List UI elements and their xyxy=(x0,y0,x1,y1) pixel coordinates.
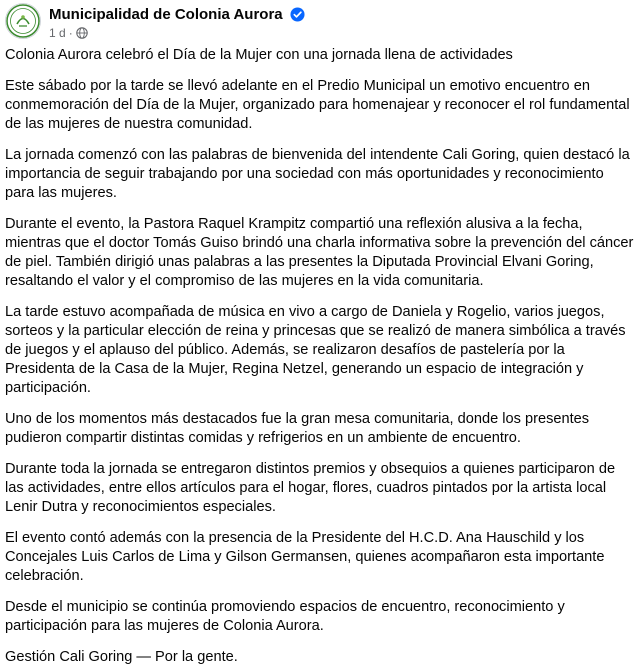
municipality-logo-icon xyxy=(6,4,40,38)
post-paragraph: El evento contó además con la presencia de la Presidente del H.C.D. Ana Hauschild y los Concejales Luis Carlos de Lima y Gilson Germansen, quienes acompañaron esta importante celebración. xyxy=(5,530,605,584)
separator-dot: · xyxy=(68,26,73,40)
post-paragraph: Uno de los momentos más destacados fue la gran mesa comunitaria, donde los presentes pudieron compartir distintas comidas y refrigerios en un ambiente de encuentro. xyxy=(5,411,590,446)
post-paragraph: La tarde estuvo acompañada de música en vivo a cargo de Daniela y Rogelio, varios juegos, sorteos y la particular elección de reina y princesas que se realizó de manera simbólica a través de juegos y el aplauso del público. Además, se realizaron desafíos de pastelería por la Presidenta de la Casa de la Mujer, Regina Netzel, generando un espacio de integración y participación. xyxy=(5,304,626,396)
verified-badge-icon xyxy=(290,7,305,22)
globe-icon xyxy=(76,27,88,39)
post-signature: Gestión Cali Goring — Por la gente. xyxy=(5,649,238,665)
post-title: Colonia Aurora celebró el Día de la Mujer con una jornada llena de actividades xyxy=(5,47,513,63)
post-paragraph: Durante el evento, la Pastora Raquel Krampitz compartió una reflexión alusiva a la fecha, mientras que el doctor Tomás Guiso brindó una charla informativa sobre la prevención del cáncer de piel. También dirigió unas palabras a las presentes la Diputada Provincial Elvani Goring, resaltando el valor y el compromiso de las mujeres en la vida comunitaria. xyxy=(5,216,634,289)
post-timestamp[interactable]: 1 d xyxy=(49,26,66,40)
post-body xyxy=(5,46,635,667)
post-paragraph: Durante toda la jornada se entregaron distintos premios y obsequios a quienes participaron de las actividades, entre ellos artículos para el hogar, flores, cuadros pintados por la artista local Lenir Dutra y reconocimientos especiales. xyxy=(5,461,616,515)
post-meta xyxy=(49,26,88,40)
post-paragraph: La jornada comenzó con las palabras de bienvenida del intendente Cali Goring, quien destacó la importancia de seguir trabajando por una sociedad con más oportunidades y reconocimiento para las mujeres. xyxy=(5,147,630,201)
post-header xyxy=(5,3,625,43)
post-paragraph: Este sábado por la tarde se llevó adelante en el Predio Municipal un emotivo encuentro en conmemoración del Día de la Mujer, organizado para homenajear y reconocer el rol fundamental de las mujeres de nuestra comunidad. xyxy=(5,78,630,132)
avatar[interactable] xyxy=(5,3,41,39)
post-paragraph: Desde el municipio se continúa promoviendo espacios de encuentro, reconocimiento y participación para las mujeres de Colonia Aurora. xyxy=(5,599,565,634)
page-name[interactable]: Municipalidad de Colonia Aurora xyxy=(49,6,283,23)
